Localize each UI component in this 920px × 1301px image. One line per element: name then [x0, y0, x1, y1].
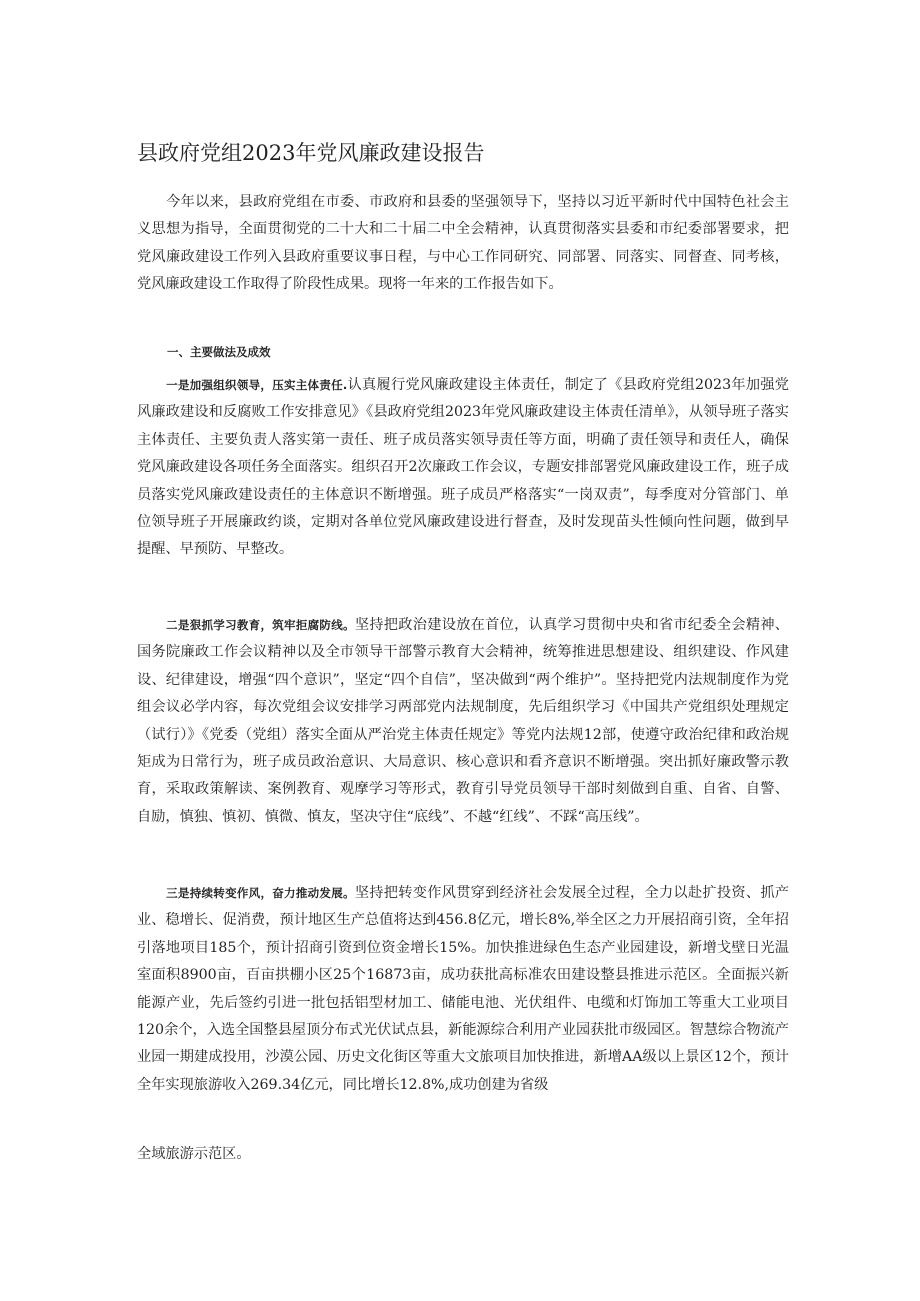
section-heading: 一、主要做法及成效 [167, 345, 271, 359]
document-title: 县政府党组2023年党风廉政建设报告 [137, 141, 485, 165]
intro-paragraph: 今年以来，县政府党组在市委、市政府和县委的坚强领导下，坚持以习近平新时代中国特色社会主义思想为指导，全面贯彻党的二十大和二十届二中全会精神，认真贯彻落实县委和市纪委部署要求，把党风廉政建设工作列入县政府重要议事日程，与中心工作同研究、同部署、同落实、同督查、同考核，党风廉政建设工作取得了阶段性成果。现将一年来的工作报告如下。 [137, 194, 789, 293]
item-lead-2: 二是狠抓学习教育，筑牢拒腐防线。 [166, 618, 355, 632]
item-lead-1: 一是加强组织领导，压实主体责任. [166, 378, 348, 392]
item-body-2: 坚持把政治建设放在首位，认真学习贯彻中央和省市纪委全会精神、国务院廉政工作会议精神以及全市领导干部警示教育大会精神，统筹推进思想建设、组织建设、作风建设、纪律建设，增强“四个意识”，坚定“四个自信”，坚决做到“两个维护”。坚持把党内法规制度作为党组会议必学内容，每次党组会议安排学习两部党内法规制度，先后组织学习《中国共产党组织处理规定（试行）》《党委（党组）落实全面从严治党主体责任规定》等党内法规12部，使遵守政治纪律和政治规矩成为日常行为，班子成员政治意识、大局意识、核心意识和看齐意识不断增强。突出抓好廉政警示教育，采取政策解读、案例教育、观摩学习等形式，教育引导党员领导干部时刻做到自重、自省、自警、自励，慎独、慎初、慎微、慎友，坚决守住“底线”、不越“红线”、不踩“高压线”。 [137, 617, 789, 825]
item-paragraph-1 [137, 372, 789, 564]
item-paragraph-3 [137, 880, 789, 1099]
closing-line: 全域旅游示范区。 [137, 1146, 251, 1162]
item-body-3: 坚持把转变作风贯穿到经济社会发展全过程，全力以赴扩投资、抓产业、稳增长、促消费，预计地区生产总值将达到456.8亿元，增长8%,举全区之力开展招商引资，全年招引落地项目185个，预计招商引资到位资金增长15%。加快推进绿色生态产业园建设，新增戈壁日光温室面积8900亩，百亩拱棚小区25个16873亩，成功获批高标准农田建设整县推进示范区。全面振兴新能源产业，先后签约引进一批包括铝型材加工、储能电池、光伏组件、电缆和灯饰加工等重大工业项目120余个，入选全国整县屋顶分布式光伏试点县，新能源综合利用产业园获批市级园区。智慧综合物流产业园一期建成投用，沙漠公园、历史文化街区等重大文旅项目加快推进，新增AA级以上景区12个，预计全年实现旅游收入269.34亿元，同比增长12.8%,成功创建为省级 [137, 885, 789, 1093]
item-lead-3: 三是持续转变作风，奋力推动发展。 [166, 886, 355, 900]
item-body-1: 认真履行党风廉政建设主体责任，制定了《县政府党组2023年加强党风廉政建设和反腐败工作安排意见》《县政府党组2023年党风廉政建设主体责任清单》，从领导班子落实主体责任、主要负责人落实第一责任、班子成员落实领导责任等方面，明确了责任领导和责任人，确保党风廉政建设各项任务全面落实。组织召开2次廉政工作会议，专题安排部署党风廉政建设工作，班子成员落实党风廉政建设责任的主体意识不断增强。班子成员严格落实“一岗双责”，每季度对分管部门、单位领导班子开展廉政约谈，定期对各单位党风廉政建设进行督查，及时发现苗头性倾向性问题，做到早提醒、早预防、早整改。 [137, 377, 789, 558]
item-paragraph-2 [137, 612, 789, 831]
